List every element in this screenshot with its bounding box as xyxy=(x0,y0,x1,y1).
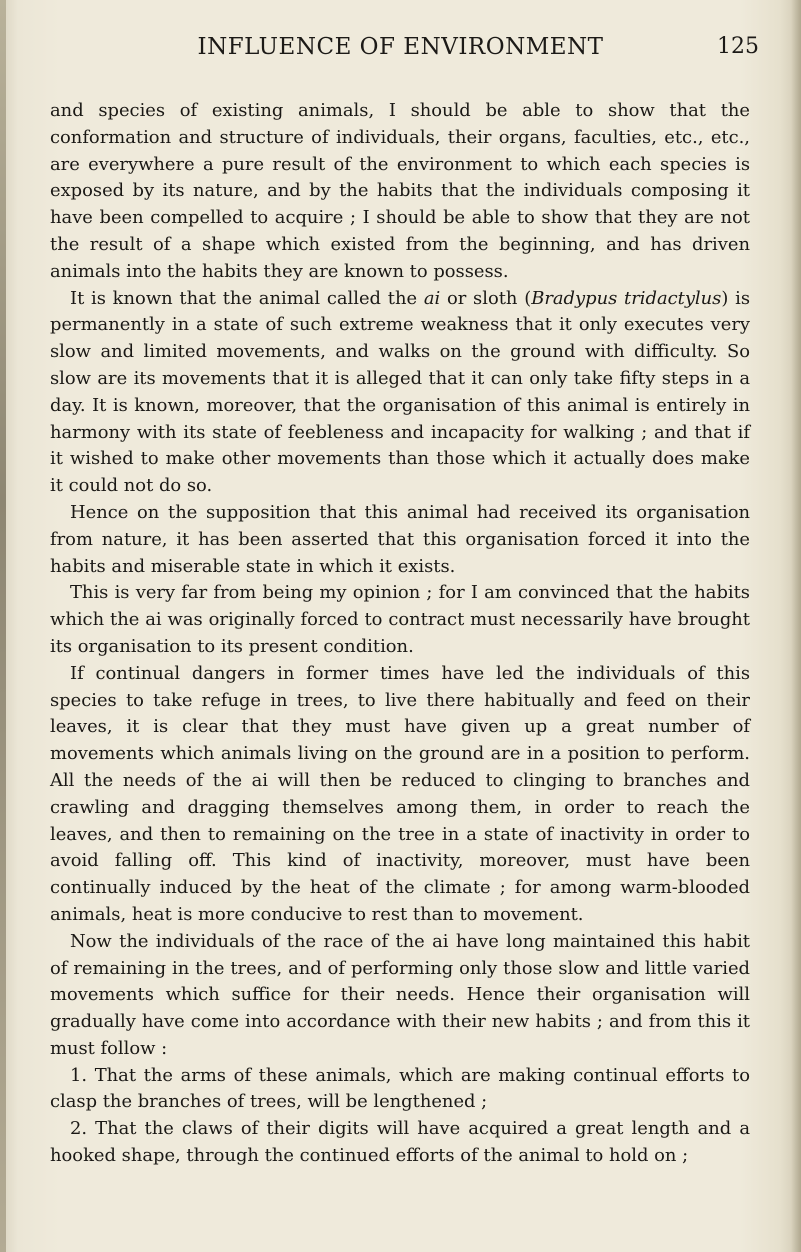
page-number: 125 xyxy=(717,34,759,59)
page-header xyxy=(0,34,801,74)
paragraph-sloth-text-a: It is known that the animal called the xyxy=(70,287,424,309)
list-item-arms: 1. That the arms of these animals, which are making continual efforts to clasp the branches of trees, will be lengthened ; xyxy=(50,1064,750,1113)
page-binding-edge xyxy=(0,0,6,1252)
paragraph-sloth-text-c: ) is permanently in a state of such extreme weakness that it only executes very slow and limited movements, and walks on the ground with difficulty. So slow are its movements that it is alleged that it can only take fifty steps in a day. It is known, moreover, that the organisation of this animal is entirely in harmony with its state of feebleness and incapacity for walking ; and that if it wished to make other movements than those which it actually does make it could not do so. xyxy=(50,287,751,497)
page-outer-edge xyxy=(791,0,801,1252)
page-body xyxy=(50,98,750,1170)
paragraph-habit: Now the individuals of the race of the ai have long maintained this habit of remaining in the trees, and of performing only those slow and little varied movements which suffice for their needs. Hence their organisation will gradually have come into accordance with their new habits ; and from this it must follow : xyxy=(50,930,750,1059)
species-name: Bradypus tridactylus xyxy=(531,287,722,309)
paragraph-opinion: This is very far from being my opinion ; for I am convinced that the habits which the ai was originally forced to contract must necessarily have brought its organisation to its present condition. xyxy=(50,582,750,657)
paragraph-sloth xyxy=(50,286,750,500)
paragraph-continuation: and species of existing animals, I should be able to show that the conformation and structure of individuals, their organs, faculties, etc., etc., are everywhere a pure result of the environment to which each species is exposed by its nature, and by the habits that the individuals composing it have been compelled to acquire ; I should be able to show that they are not the result of a shape which existed from the beginning, and has driven animals into the habits they are known to possess. xyxy=(50,100,750,282)
list-item-claws: 2. That the claws of their digits will have acquired a great length and a hooked shape, through the continued efforts of the animal to hold on ; xyxy=(50,1118,750,1167)
running-head: INFLUENCE OF ENVIRONMENT xyxy=(197,34,604,60)
paragraph-dangers: If continual dangers in former times have led the individuals of this species to take refuge in trees, to live there habitually and feed on their leaves, it is clear that they must have given up a great number of movements which animals living on the ground are in a position to perform. All the needs of the ai will then be reduced to clinging to branches and crawling and dragging themselves among them, in order to reach the leaves, and then to remaining on the tree in a state of inactivity in order to avoid falling off. This kind of inactivity, moreover, must have been continually induced by the heat of the climate ; for among warm-blooded animals, heat is more conducive to rest than to movement. xyxy=(50,662,750,925)
paragraph-supposition: Hence on the supposition that this animal had received its organisation from nature, it has been asserted that this organisation forced it into the habits and miserable state in which it exists. xyxy=(50,501,750,577)
paragraph-sloth-text-b: or sloth ( xyxy=(440,287,532,309)
term-ai: ai xyxy=(423,287,441,309)
